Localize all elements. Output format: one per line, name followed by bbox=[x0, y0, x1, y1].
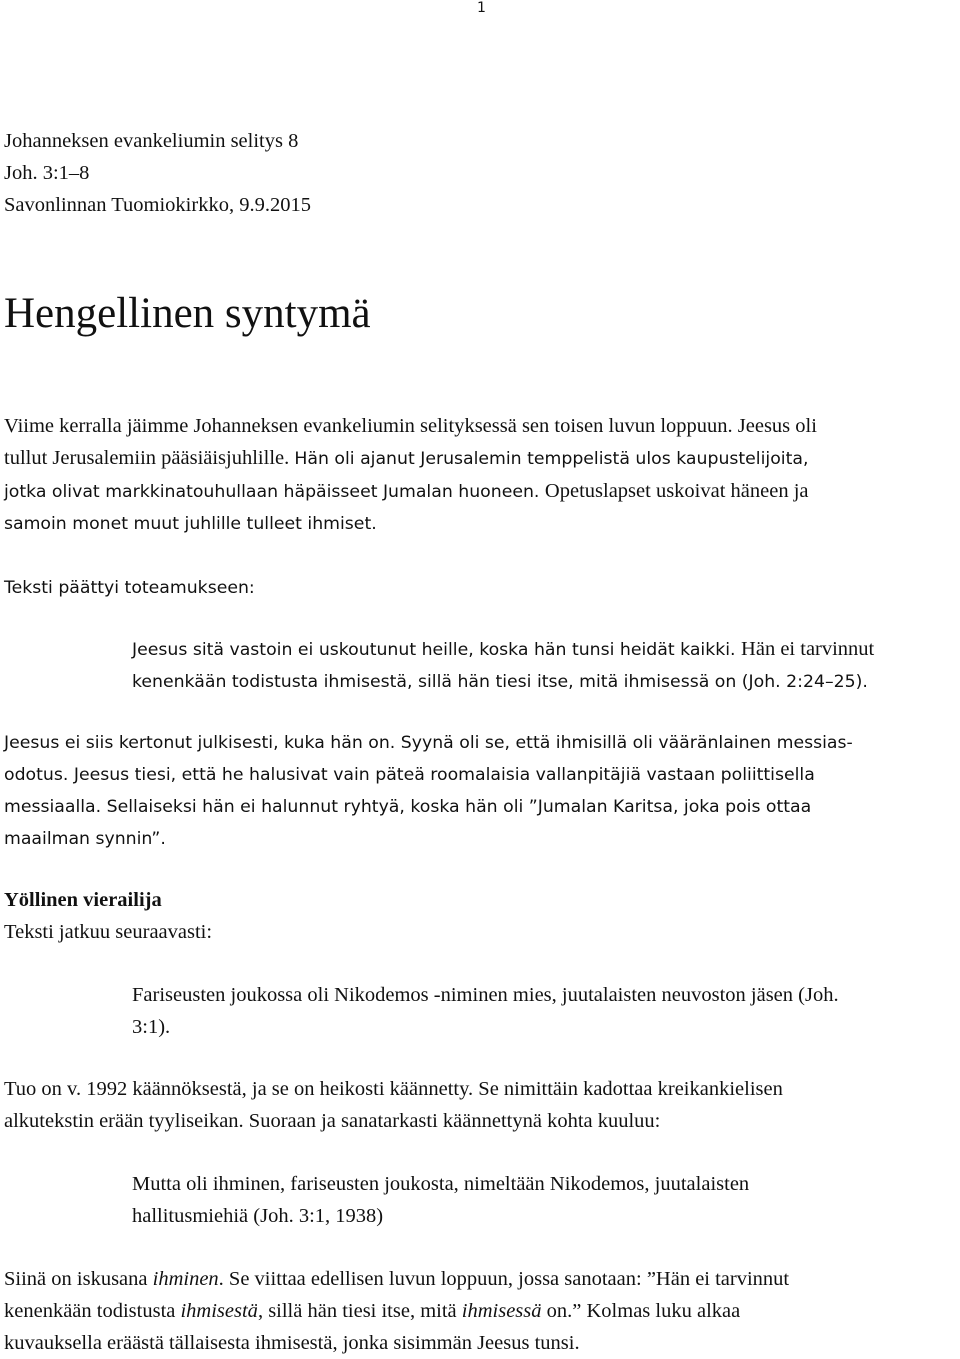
header-place-date: Savonlinnan Tuomiokirkko, 9.9.2015 bbox=[4, 194, 311, 216]
paragraph-line: Jeesus ei siis kertonut julkisesti, kuka hän on. Syynä oli se, että ihmisillä oli vääränlainen messias- bbox=[4, 733, 853, 753]
paragraph-messiah bbox=[4, 727, 853, 855]
header-bible-reference: Joh. 3:1–8 bbox=[4, 162, 90, 184]
header-series-title: Johanneksen evankeliumin selitys 8 bbox=[4, 130, 299, 152]
emphasis: ihminen bbox=[152, 1268, 219, 1290]
paragraph-line: kuvauksella eräästä tällaisesta ihmisestä, jonka sisimmän Jeesus tunsi. bbox=[4, 1332, 580, 1354]
paragraph-line: odotus. Jeesus tiesi, että he halusivat vain päteä roomalaisia vallanpitäjiä vastaan poliittisella bbox=[4, 765, 815, 785]
paragraph-line: messiaalla. Sellaiseksi hän ei halunnut ryhtyä, koska hän oli ”Jumalan Karitsa, joka pois ottaa bbox=[4, 797, 812, 817]
intro-paragraph bbox=[4, 410, 817, 540]
quote-line: Jeesus sitä vastoin ei uskoutunut heille, koska hän tunsi heidät kaikki. Hän ei tarvinnut bbox=[132, 638, 875, 660]
quote-line: Mutta oli ihminen, fariseusten joukosta, nimeltään Nikodemos, juutalaisten bbox=[132, 1173, 750, 1195]
paragraph-line: Siinä on iskusana ihminen. Se viittaa edellisen luvun loppuun, jossa sanotaan: ”Hän ei tarvinnut bbox=[4, 1268, 790, 1290]
block-quote-john-2 bbox=[132, 633, 960, 698]
document-header bbox=[4, 125, 311, 221]
emphasis: ihmisessä bbox=[461, 1300, 542, 1322]
quote-line: Fariseusten joukossa oli Nikodemos -niminen mies, juutalaisten neuvoston jäsen (Joh. bbox=[132, 984, 839, 1006]
quote-line: hallitusmiehiä (Joh. 3:1, 1938) bbox=[132, 1205, 384, 1227]
text-ended-label: Teksti päättyi toteamukseen: bbox=[4, 578, 255, 598]
text-continues-label: Teksti jatkuu seuraavasti: bbox=[4, 921, 213, 943]
section-yollinen-vierailija bbox=[4, 884, 212, 948]
intro-line: tullut Jerusalemiin pääsiäisjuhlille. Hän oli ajanut Jerusalemin temppelistä ulos kaupustelijoita, bbox=[4, 447, 809, 469]
emphasis: ihmisestä bbox=[180, 1300, 258, 1322]
intro-line: Viime kerralla jäimme Johanneksen evankeliumin selityksessä sen toisen luvun loppuun. Jeesus oli bbox=[4, 415, 817, 437]
block-quote-john-3-1938 bbox=[132, 1168, 960, 1232]
paragraph-keyword bbox=[4, 1263, 789, 1359]
paragraph-line: maailman synnin”. bbox=[4, 829, 166, 849]
page-number: 1 bbox=[477, 0, 486, 16]
section-heading: Yöllinen vierailija bbox=[4, 889, 162, 911]
paragraph-line: alkutekstin erään tyyliseikan. Suoraan ja sanatarkasti käännettynä kohta kuuluu: bbox=[4, 1110, 661, 1132]
quote-line: kenenkään todistusta ihmisestä, sillä hän tiesi itse, mitä ihmisessä on (Joh. 2:24–25). bbox=[132, 672, 868, 692]
intro-line: jotka olivat markkinatouhullaan häpäisseet Jumalan huoneen. Opetuslapset uskoivat häneen ja bbox=[4, 480, 809, 502]
page-title: Hengellinen syntymä bbox=[4, 290, 371, 337]
paragraph-translation bbox=[4, 1073, 783, 1137]
quote-line: 3:1). bbox=[132, 1016, 171, 1038]
paragraph-line: kenenkään todistusta ihmisestä, sillä hän tiesi itse, mitä ihmisessä on.” Kolmas luku alkaa bbox=[4, 1300, 741, 1322]
block-quote-john-3-1992 bbox=[132, 979, 960, 1043]
paragraph-line: Tuo on v. 1992 käännöksestä, ja se on heikosti käännetty. Se nimittäin kadottaa kreikankielisen bbox=[4, 1078, 783, 1100]
intro-line: samoin monet muut juhlille tulleet ihmiset. bbox=[4, 514, 377, 534]
